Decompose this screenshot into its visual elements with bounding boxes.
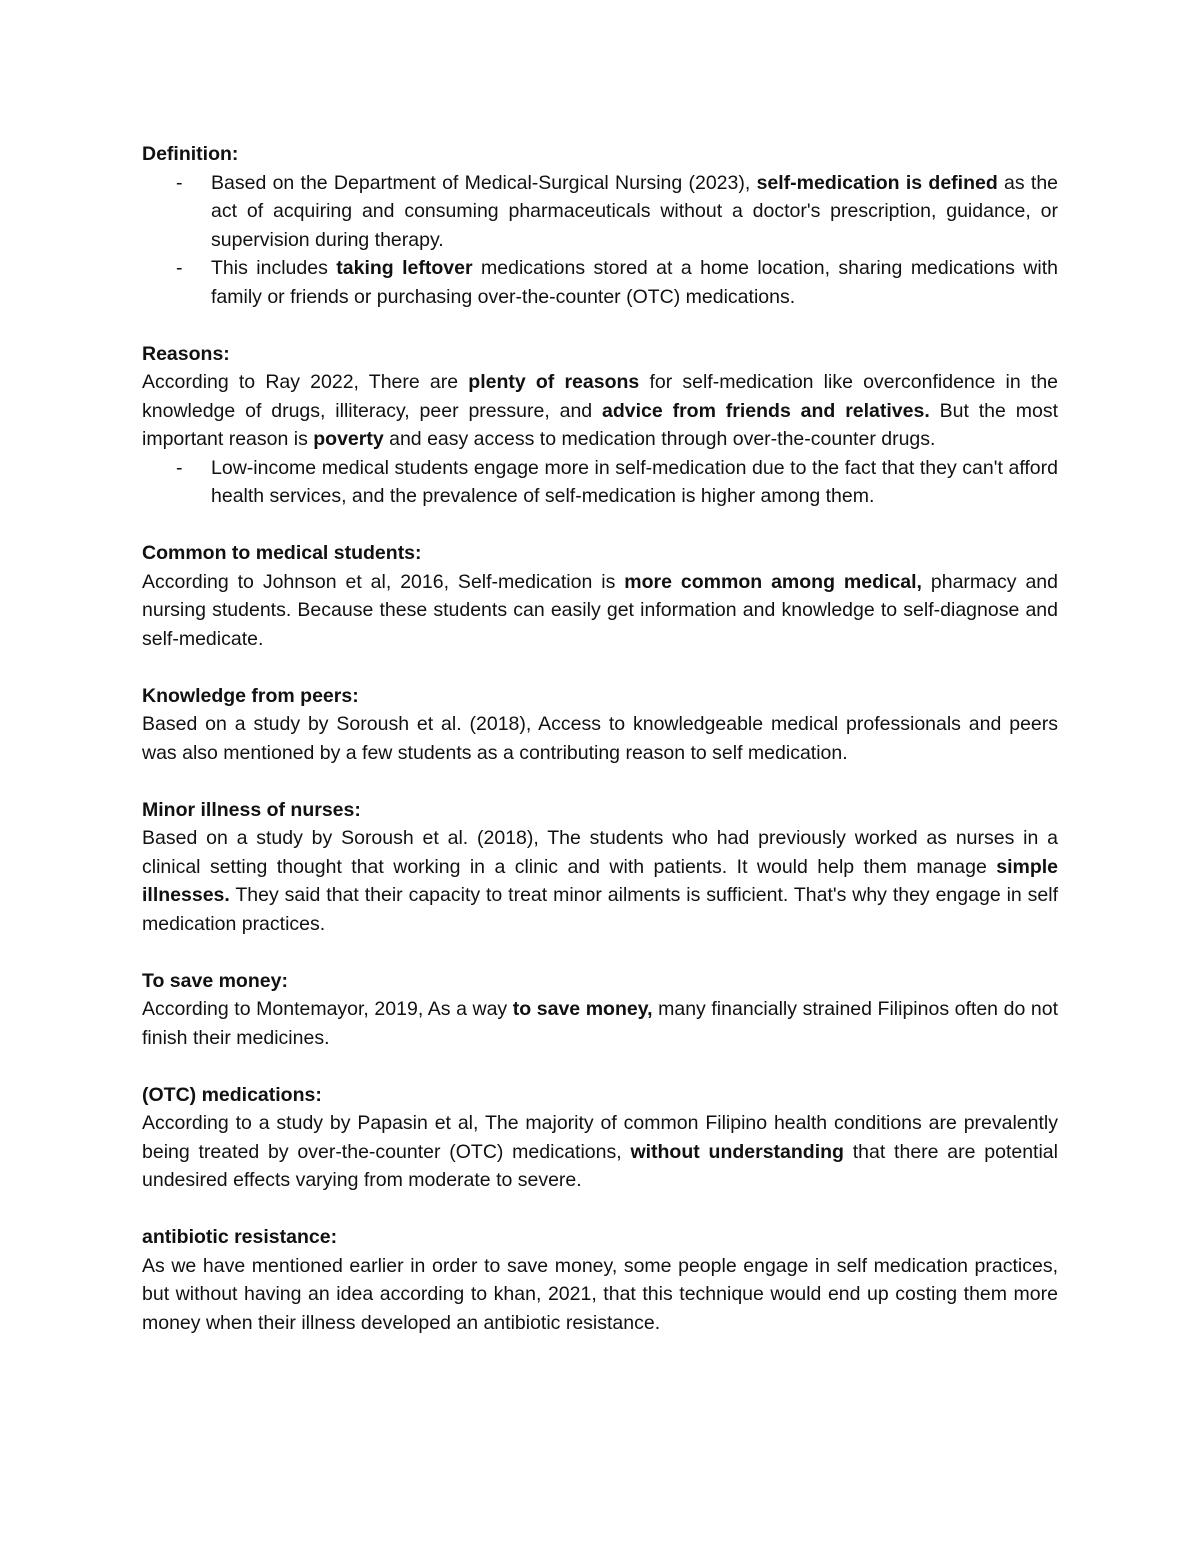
bullet-marker: -	[176, 257, 183, 279]
text-run: According to a study by Papasin et al, The majority of common Filipino health conditions are prevalently being treated by over-the-counter (OTC) medications,	[142, 1112, 1058, 1163]
definition-bullet-list	[142, 169, 1058, 312]
text-run: This includes	[211, 257, 337, 279]
section-save-money	[142, 967, 1058, 1053]
section-minor-illness	[142, 796, 1058, 939]
heading-reasons: Reasons:	[142, 342, 230, 365]
common-paragraph	[142, 568, 1058, 654]
text-run: But the most important reason is	[142, 399, 1058, 450]
bold-text-run: more common among medical,	[624, 570, 922, 593]
section-antibiotic-resistance	[142, 1223, 1058, 1337]
text-run: many financially strained Filipinos often do not finish their medicines.	[142, 998, 1058, 1049]
bold-text-run: self-medication is defined	[756, 171, 998, 194]
heading-minor: Minor illness of nurses:	[142, 798, 361, 821]
section-common-to-medical-students	[142, 539, 1058, 653]
bold-text-run: advice from friends and relatives.	[602, 399, 930, 422]
save-paragraph	[142, 995, 1058, 1052]
otc-paragraph	[142, 1109, 1058, 1195]
text-run: According to Johnson et al, 2016, Self-medication is	[142, 570, 625, 593]
antibiotic-paragraph: As we have mentioned earlier in order to save money, some people engage in self medication practices, but without having an idea according to khan, 2021, that this technique would end up costing them more money when their illness developed an antibiotic resistance.	[142, 1254, 1058, 1334]
minor-paragraph	[142, 824, 1058, 938]
bold-text-run: plenty of reasons	[468, 371, 640, 393]
heading-antibiotic: antibiotic resistance:	[142, 1226, 338, 1248]
bold-text-run: to save money,	[512, 998, 653, 1020]
text-run: as the act of acquiring and consuming pharmaceuticals without a doctor's prescription, guidance, or supervision during therapy.	[211, 171, 1059, 251]
definition-bullet-2	[142, 254, 1058, 311]
bold-text-run: poverty	[313, 428, 384, 450]
section-reasons	[142, 340, 1058, 511]
text-run: Low-income medical students engage more in self-medication due to the fact that they can't afford health services, and the prevalence of self-medication is higher among them.	[211, 456, 1058, 507]
bold-text-run: without understanding	[630, 1140, 844, 1163]
text-run: They said that their capacity to treat minor ailments is sufficient. That's why they engage in self medication practices.	[142, 884, 1058, 935]
reasons-paragraph	[142, 368, 1058, 454]
heading-common: Common to medical students:	[142, 542, 422, 564]
heading-otc: (OTC) medications:	[142, 1083, 322, 1106]
text-run: and easy access to medication through over-the-counter drugs.	[383, 428, 936, 450]
section-otc-medications	[142, 1081, 1058, 1195]
text-run: pharmacy and nursing students. Because these students can easily get information and knowledge to self-diagnose and self-medicate.	[142, 570, 1058, 650]
heading-save: To save money:	[142, 969, 288, 992]
peers-paragraph: Based on a study by Soroush et al. (2018), Access to knowledgeable medical professionals and peers was also mentioned by a few students as a contributing reason to self medication.	[142, 713, 1058, 764]
bold-text-run: taking leftover	[336, 257, 473, 279]
reasons-bullet-1	[142, 454, 1058, 511]
heading-peers: Knowledge from peers:	[142, 684, 359, 707]
heading-definition: Definition:	[142, 143, 239, 165]
text-run: Based on a study by Soroush et al. (2018), The students who had previously worked as nurses in a clinical setting thought that working in a clinic and with patients. It would help them manage	[142, 827, 1058, 878]
bold-text-run: simple illnesses.	[142, 855, 1058, 906]
section-knowledge-from-peers	[142, 682, 1058, 768]
text-run: for self-medication like overconfidence in the knowledge of drugs, illiteracy, peer pressure, and	[142, 371, 1059, 422]
reasons-bullet-list	[142, 454, 1058, 511]
section-definition	[142, 140, 1058, 311]
text-run: According to Ray 2022, There are	[142, 371, 469, 393]
definition-bullet-1	[142, 169, 1058, 255]
bullet-marker: -	[176, 456, 183, 479]
text-run: medications stored at a home location, sharing medications with family or friends or purchasing over-the-counter (OTC) medications.	[211, 257, 1058, 308]
bullet-marker: -	[176, 171, 183, 194]
text-run: that there are potential undesired effects varying from moderate to severe.	[142, 1140, 1058, 1191]
text-run: According to Montemayor, 2019, As a way	[142, 998, 513, 1020]
text-run: Based on the Department of Medical-Surgical Nursing (2023),	[211, 171, 757, 194]
